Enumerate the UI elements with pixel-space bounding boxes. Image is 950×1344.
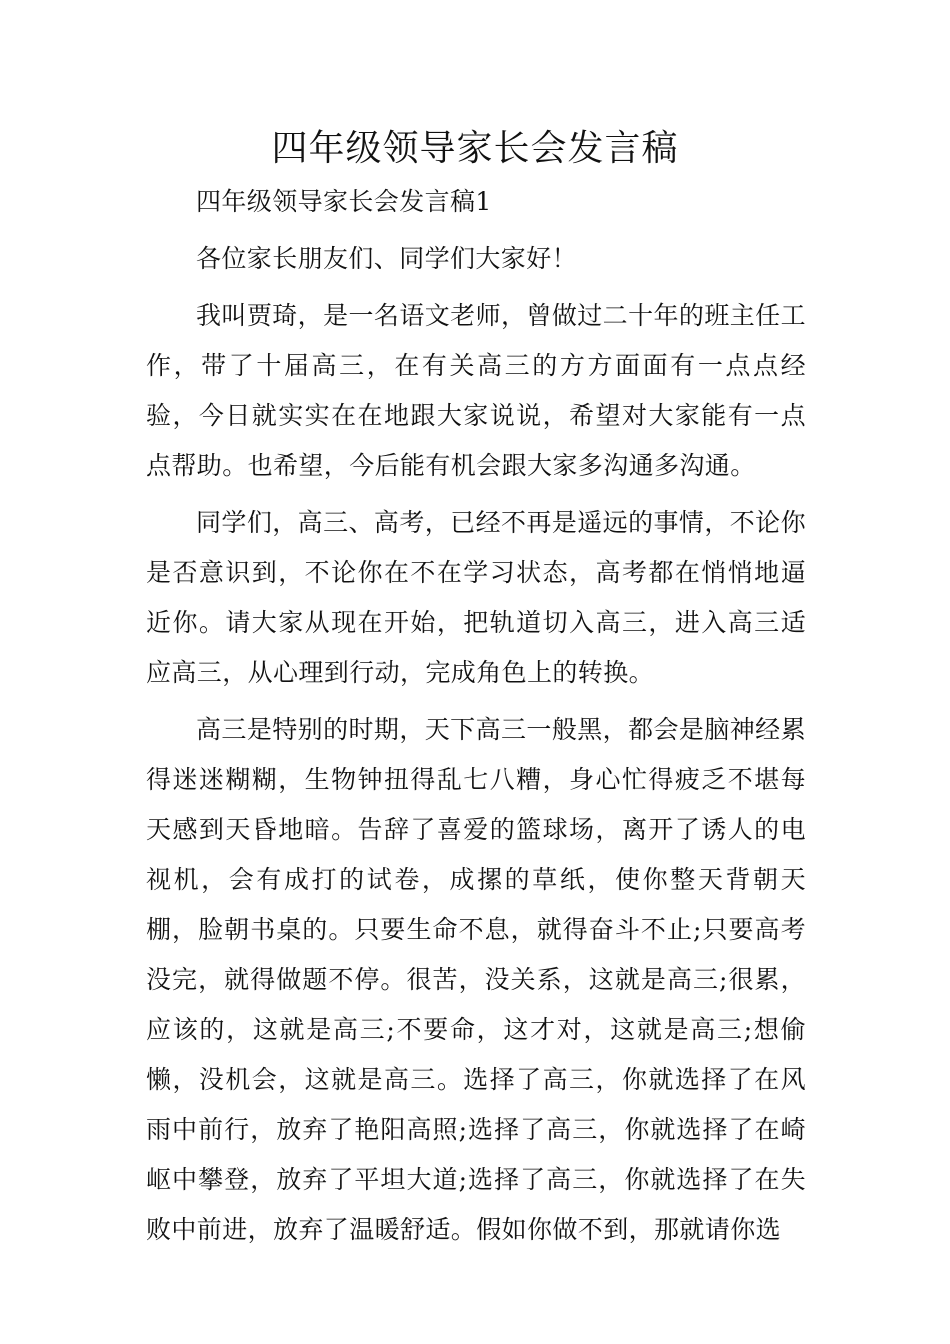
document-body [146, 177, 806, 1262]
body-paragraph: 高三是特别的时期，天下高三一般黑，都会是脑神经累得迷迷糊糊，生物钟扭得乱七八糟，身心忙得疲乏不堪每天感到天昏地暗。告辞了喜爱的篮球场，离开了诱人的电视机，会有成打的试卷，成摞的草纸，使你整天背朝天棚，脸朝书桌的。只要生命不息，就得奋斗不止;只要高考没完，就得做题不停。很苦，没关系，这就是高三;很累，应该的，这就是高三;不要命，这才对，这就是高三;想偷懒，没机会，这就是高三。选择了高三，你就选择了在风雨中前行，放弃了艳阳高照;选择了高三，你就选择了在崎岖中攀登，放弃了平坦大道;选择了高三，你就选择了在失败中前进，放弃了温暖舒适。假如你做不到，那就请你选 [146, 715, 806, 1244]
body-paragraph: 同学们，高三、高考，已经不再是遥远的事情，不论你是否意识到，不论你在不在学习状态，高考都在悄悄地逼近你。请大家从现在开始，把轨道切入高三，进入高三适应高三，从心理到行动，完成角色上的转换。 [146, 508, 806, 687]
intro-paragraph: 我叫贾琦，是一名语文老师，曾做过二十年的班主任工作，带了十届高三，在有关高三的方方面面有一点点经验，今日就实实在在地跟大家说说，希望对大家能有一点点帮助。也希望，今后能有机会跟大家多沟通多沟通。 [146, 301, 806, 480]
greeting-paragraph: 各位家长朋友们、同学们大家好！ [196, 244, 578, 273]
section-heading: 四年级领导家长会发言稿1 [196, 187, 492, 216]
document-title: 四年级领导家长会发言稿 [271, 128, 679, 169]
